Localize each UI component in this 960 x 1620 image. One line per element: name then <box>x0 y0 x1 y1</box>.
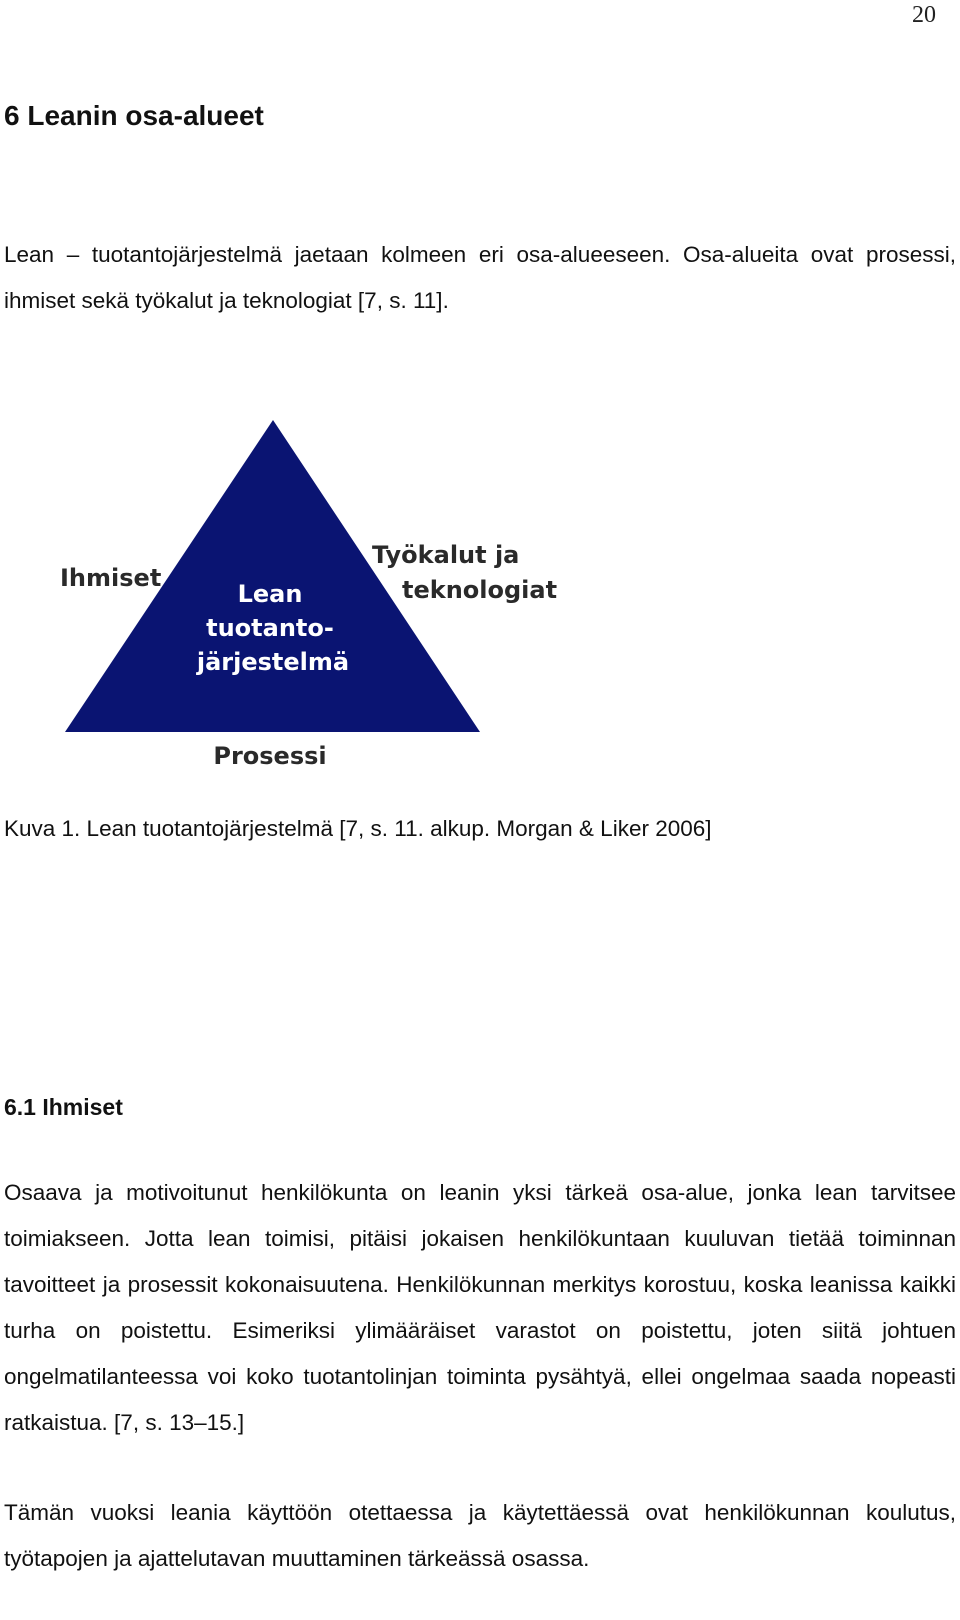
ihmiset-paragraph-1: Osaava ja motivoitunut henkilökunta on leanin yksi tärkeä osa-alue, jonka lean tarvitsee toimiakseen. Jotta lean toimisi, pitäisi jokaisen henkilökuntaan kuuluvan tietää toiminnan tavoitteet ja prosessit kokonaisuutena. Henkilökunnan merkitys korostuu, koska leanissa kaikki turha on poistettu. Esimeriksi ylimääräiset varastot on poistettu, joten siitä johtuen ongelmatilanteessa voi koko tuotantolinjan toiminta pysähtyä, ellei ongelmaa saada nopeasti ratkaistua. [7, s. 13–15.] <box>4 1180 956 1435</box>
page-number: 20 <box>912 2 936 28</box>
intro-paragraph: Lean – tuotantojärjestelmä jaetaan kolmeen eri osa-alueeseen. Osa-alueita ovat prosessi, ihmiset sekä työkalut ja teknologiat [7, s. 11]. <box>4 242 956 313</box>
ihmiset-paragraph-2: Tämän vuoksi leania käyttöön otettaessa ja käytettäessä ovat henkilökunnan koulutus, työtapojen ja ajattelutavan muuttaminen tärkeässä osassa. <box>4 1500 956 1571</box>
lean-triangle-figure <box>50 420 580 800</box>
section-heading-ihmiset: 6.1 Ihmiset <box>4 1094 123 1120</box>
figure-center-line1: Lean <box>237 580 303 608</box>
figure-center-line3: järjestelmä <box>196 648 350 676</box>
figure-label-tyokalut-line2: teknologiat <box>402 576 558 604</box>
figure-label-tyokalut-line1: Työkalut ja <box>372 541 520 569</box>
figure-label-ihmiset: Ihmiset <box>60 564 162 592</box>
chapter-heading: 6 Leanin osa-alueet <box>4 100 264 131</box>
figure-label-prosessi: Prosessi <box>213 742 327 770</box>
figure-caption: Kuva 1. Lean tuotantojärjestelmä [7, s. 11. alkup. Morgan & Liker 2006] <box>4 816 712 841</box>
figure-center-line2: tuotanto- <box>206 614 334 642</box>
